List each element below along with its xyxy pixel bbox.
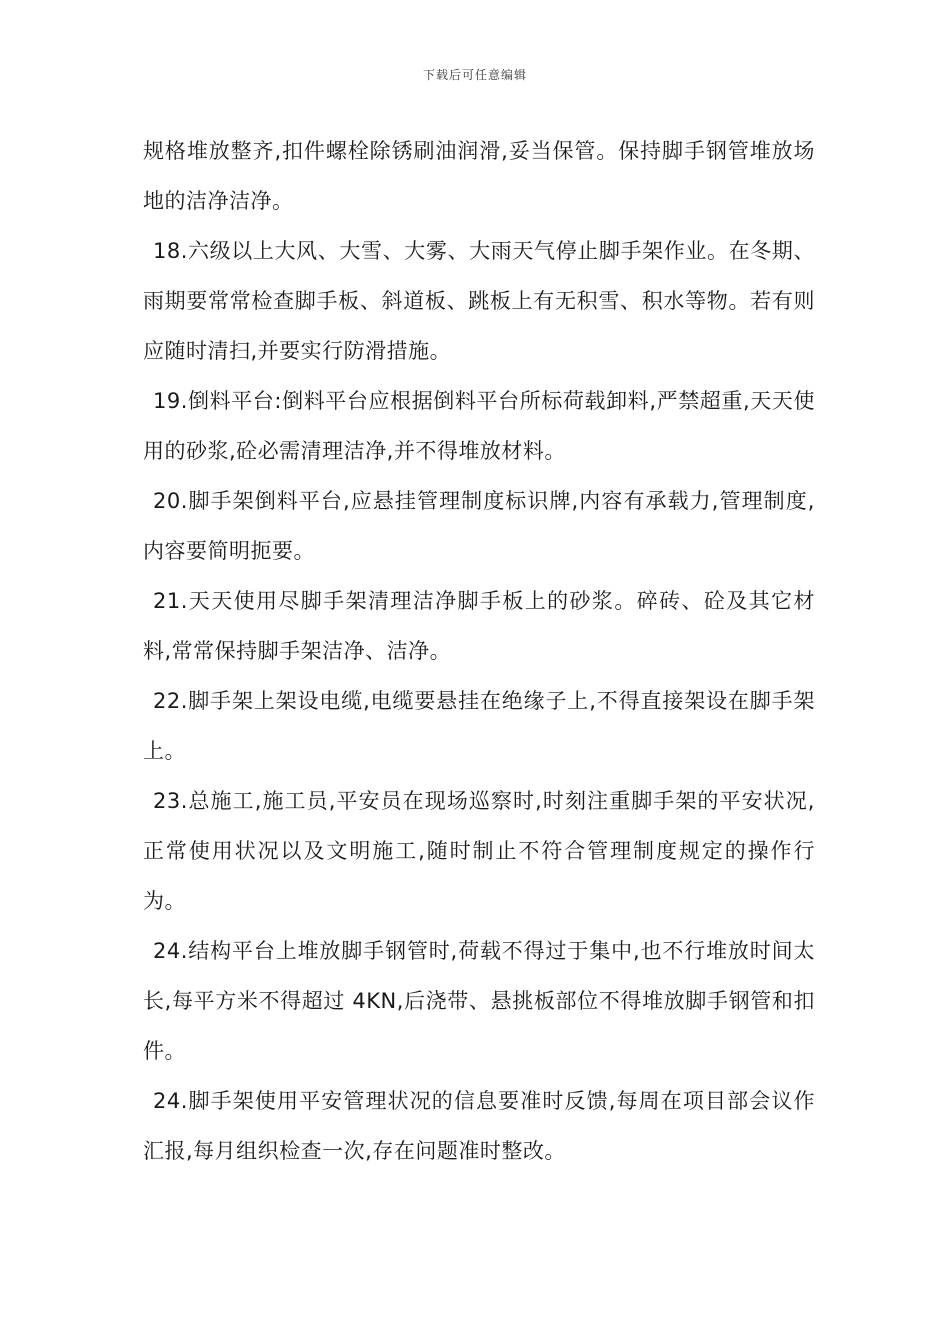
paragraph-continuation: 规格堆放整齐,扣件螺栓除锈刷油润滑,妥当保管。保持脚手钢管堆放场地的洁净洁净。 [143, 139, 815, 213]
paragraph-item-24a: 24.结构平台上堆放脚手钢管时,荷载不得过于集中,也不行堆放时间太长,每平方米不得超过 4KN,后浇带、悬挑板部位不得堆放脚手钢管和扣件。 [143, 939, 815, 1063]
document-body [143, 126, 815, 1176]
paragraph-item-21: 21.天天使用尽脚手架清理洁净脚手板上的砂浆。碎砖、砼及其它材料,常常保持脚手架洁净、洁净。 [143, 589, 815, 663]
paragraph-item-24b: 24.脚手架使用平安管理状况的信息要准时反馈,每周在项目部会议作汇报,每月组织检查一次,存在问题准时整改。 [143, 1089, 815, 1163]
paragraph-item-19: 19.倒料平台:倒料平台应根据倒料平台所标荷载卸料,严禁超重,天天使用的砂浆,砼必需清理洁净,并不得堆放材料。 [143, 389, 815, 463]
paragraph-item-23: 23.总施工,施工员,平安员在现场巡察时,时刻注重脚手架的平安状况,正常使用状况以及文明施工,随时制止不符合管理制度规定的操作行为。 [143, 789, 815, 913]
paragraph-item-22: 22.脚手架上架设电缆,电缆要悬挂在绝缘子上,不得直接架设在脚手架上。 [143, 689, 815, 763]
paragraph-item-20: 20.脚手架倒料平台,应悬挂管理制度标识牌,内容有承载力,管理制度,内容要简明扼要。 [143, 489, 815, 563]
paragraph-item-18: 18.六级以上大风、大雪、大雾、大雨天气停止脚手架作业。在冬期、雨期要常常检查脚手板、斜道板、跳板上有无积雪、积水等物。若有则应随时清扫,并要实行防滑措施。 [143, 239, 815, 363]
page-header: 下载后可任意编辑 [422, 68, 527, 82]
